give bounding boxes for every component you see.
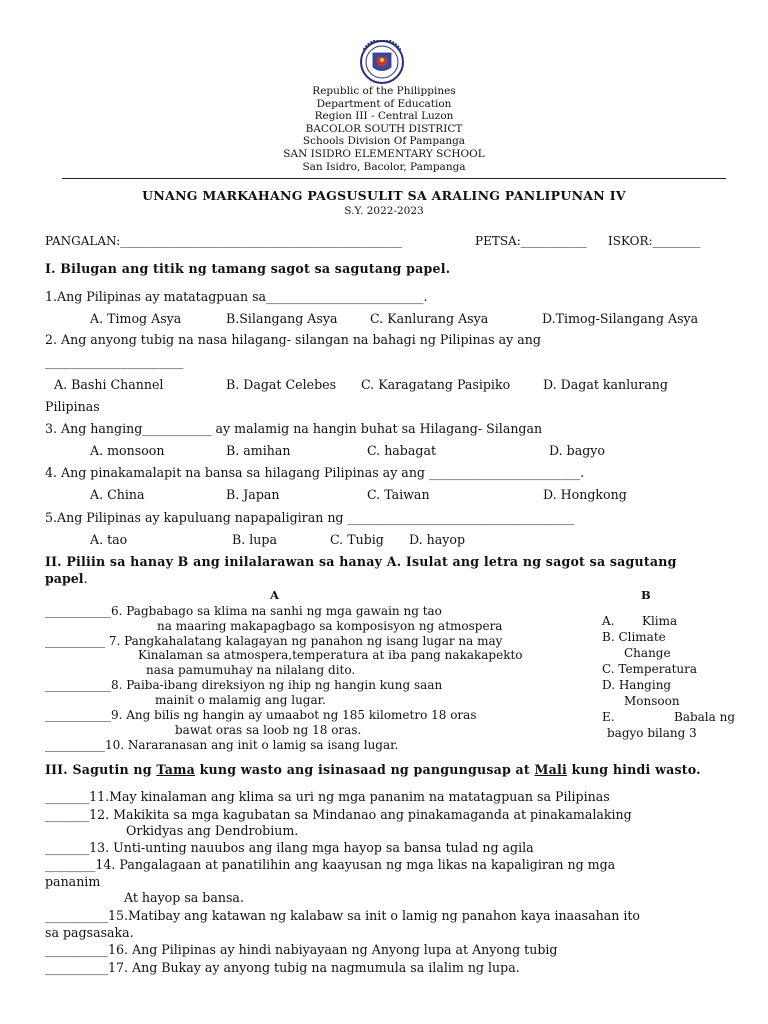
question-1: 1.Ang Pilipinas ay matatagpuan sa_________________________. <box>45 289 428 304</box>
q4-choice-c[interactable]: C. Taiwan <box>367 487 430 502</box>
item-10: __________10. Nararanasan ang init o lamig sa isang lugar. <box>45 738 399 752</box>
item-12: _______12. Makikita sa mga kagubatan sa Mindanao ang pinakamaganda at pinakamalaking <box>45 807 632 822</box>
item-14-cont-2: At hayop sa bansa. <box>124 890 244 905</box>
deped-seal-icon <box>352 40 412 84</box>
item-7-cont-2: nasa pamumuhay na nilalang dito. <box>146 663 356 677</box>
q4-choice-a[interactable]: A. China <box>90 487 145 502</box>
item-16: __________16. Ang Pilipinas ay hindi nabiyayaan ng Anyong lupa at Anyong tubig <box>45 942 558 957</box>
q5-choice-c[interactable]: C. Tubig <box>330 532 384 547</box>
part2-instruction-cont <box>45 571 88 587</box>
part3-ins-mid: kung wasto ang isinasaad ng pangungusap at <box>194 762 535 777</box>
q4-choice-b[interactable]: B. Japan <box>226 487 280 502</box>
q4-choice-d[interactable]: D. Hongkong <box>543 487 627 502</box>
header-department: Department of Education <box>316 97 452 110</box>
header-district: BACOLOR SOUTH DISTRICT <box>305 122 463 135</box>
item-12-cont: Orkidyas ang Dendrobium. <box>126 823 299 838</box>
item-8-cont: mainit o malamig ang lugar. <box>155 693 326 707</box>
q5-choice-a[interactable]: A. tao <box>90 532 128 547</box>
item-7: __________ 7. Pangkahalatang kalagayan ng panahon ng isang lugar na may <box>45 634 503 648</box>
choice-b-e: Babala ng <box>674 710 736 724</box>
question-2-blank: ______________________ <box>45 354 184 369</box>
q5-choice-d[interactable]: D. hayop <box>409 532 466 547</box>
q2-choice-a[interactable]: A. Bashi Channel <box>54 377 164 392</box>
part2-instruction-period: . <box>83 571 88 586</box>
exam-title: UNANG MARKAHANG PAGSUSULIT SA ARALING PANLIPUNAN IV <box>142 188 626 203</box>
question-4: 4. Ang pinakamalapit na bansa sa hilagang Pilipinas ay ang ________________________. <box>45 465 585 480</box>
q1-choice-d[interactable]: D.Timog-Silangang Asya <box>542 311 699 326</box>
part3-instruction <box>45 762 701 777</box>
item-15: __________15.Matibay ang katawan ng kalabaw sa init o lamig ng panahon kaya inaasahan ito <box>45 908 641 923</box>
header-republic: Republic of the Philippines <box>312 85 456 97</box>
score-field[interactable]: ISKOR:________ <box>608 234 701 248</box>
column-b-header: B <box>641 588 651 602</box>
part3-ins-mali: Mali <box>534 762 568 777</box>
header-division: Schools Division Of Pampanga <box>302 135 466 147</box>
header-rule <box>62 178 726 179</box>
q3-choice-d[interactable]: D. bagyo <box>549 443 605 458</box>
q3-choice-b[interactable]: B. amihan <box>226 443 291 458</box>
item-7-cont-1: Kinalaman sa atmospera,temperatura at iba pang nakakapekto <box>138 648 523 662</box>
item-8: ___________8. Paiba-ibang direksiyon ng ihip ng hangin kung saan <box>45 678 443 692</box>
item-6: ___________6. Pagbabago sa klima na sanhi ng mga gawain ng tao <box>45 604 442 618</box>
choice-b-b-cont: Change <box>624 646 671 660</box>
q2-choice-d[interactable]: D. Dagat kanlurang <box>543 377 668 392</box>
item-9: ___________9. Ang bilis ng hangin ay umaabot ng 185 kilometro 18 oras <box>45 708 477 722</box>
q5-choice-b[interactable]: B. lupa <box>232 532 277 547</box>
date-field[interactable]: PETSA:___________ <box>475 234 587 248</box>
choice-b-d-cont: Monsoon <box>624 694 680 708</box>
q1-choice-c[interactable]: C. Kanlurang Asya <box>370 311 489 326</box>
choice-b-a: Klima <box>642 614 678 628</box>
q1-choice-a[interactable]: A. Timog Asya <box>90 311 182 326</box>
choice-b-b: B. Climate <box>602 630 666 644</box>
choice-b-e-letter: E. <box>602 710 615 724</box>
question-2: 2. Ang anyong tubig na nasa hilagang- silangan na bahagi ng Pilipinas ay ang <box>45 332 541 347</box>
part3-ins-tama: Tama <box>156 762 195 777</box>
school-year: S.Y. 2022-2023 <box>344 205 424 217</box>
q2-choice-b[interactable]: B. Dagat Celebes <box>226 377 337 392</box>
part2-instruction-papel: papel <box>45 571 84 586</box>
item-13: _______13. Unti-unting nauubos ang ilang mga hayop sa bansa tulad ng agila <box>45 840 534 855</box>
q2-choice-d-cont: Pilipinas <box>45 399 100 414</box>
header-address: San Isidro, Bacolor, Pampanga <box>302 160 466 173</box>
item-17: __________17. Ang Bukay ay anyong tubig na nagmumula sa ilalim ng lupa. <box>45 960 520 975</box>
part3-ins-post: kung hindi wasto. <box>567 762 701 777</box>
item-14-cont-1: pananim <box>45 874 101 889</box>
item-6-cont: na maaring makapagbago sa komposisyon ng atmospera <box>157 619 503 633</box>
header-school: SAN ISIDRO ELEMENTARY SCHOOL <box>283 148 485 160</box>
choice-b-d: D. Hanging <box>602 678 672 692</box>
part1-instruction: I. Bilugan ang titik ng tamang sagot sa sagutang papel. <box>45 261 451 276</box>
q3-choice-c[interactable]: C. habagat <box>367 443 437 458</box>
item-15-cont: sa pagsasaka. <box>45 925 134 940</box>
question-3: 3. Ang hanging___________ ay malamig na hangin buhat sa Hilagang- Silangan <box>45 421 543 436</box>
choice-b-e-cont: bagyo bilang 3 <box>607 726 697 740</box>
item-11: _______11.May kinalaman ang klima sa uri ng mga pananim na matatagpuan sa Pilipinas <box>45 789 610 804</box>
q2-choice-c[interactable]: C. Karagatang Pasipiko <box>361 377 511 392</box>
item-9-cont: bawat oras sa loob ng 18 oras. <box>175 723 362 737</box>
q3-choice-a[interactable]: A. monsoon <box>90 443 165 458</box>
part2-instruction: II. Piliin sa hanay B ang inilalarawan sa hanay A. Isulat ang letra ng sagot sa sagutang <box>45 554 677 569</box>
question-5: 5.Ang Pilipinas ay kapuluang napapaligiran ng ____________________________________ <box>45 510 575 525</box>
name-field[interactable]: PANGALAN:_______________________________________________ <box>45 234 403 248</box>
item-14: ________14. Pangalagaan at panatilihin ang kaayusan ng mga likas na kapaligiran ng mga <box>45 857 616 872</box>
q1-choice-b[interactable]: B.Silangang Asya <box>226 311 338 326</box>
choice-b-a-letter: A. <box>602 614 615 628</box>
choice-b-c: C. Temperatura <box>602 662 698 676</box>
header-region: Region III - Central Luzon <box>314 110 454 122</box>
column-a-header: A <box>270 588 280 602</box>
part3-ins-pre: III. Sagutin ng <box>45 762 157 777</box>
